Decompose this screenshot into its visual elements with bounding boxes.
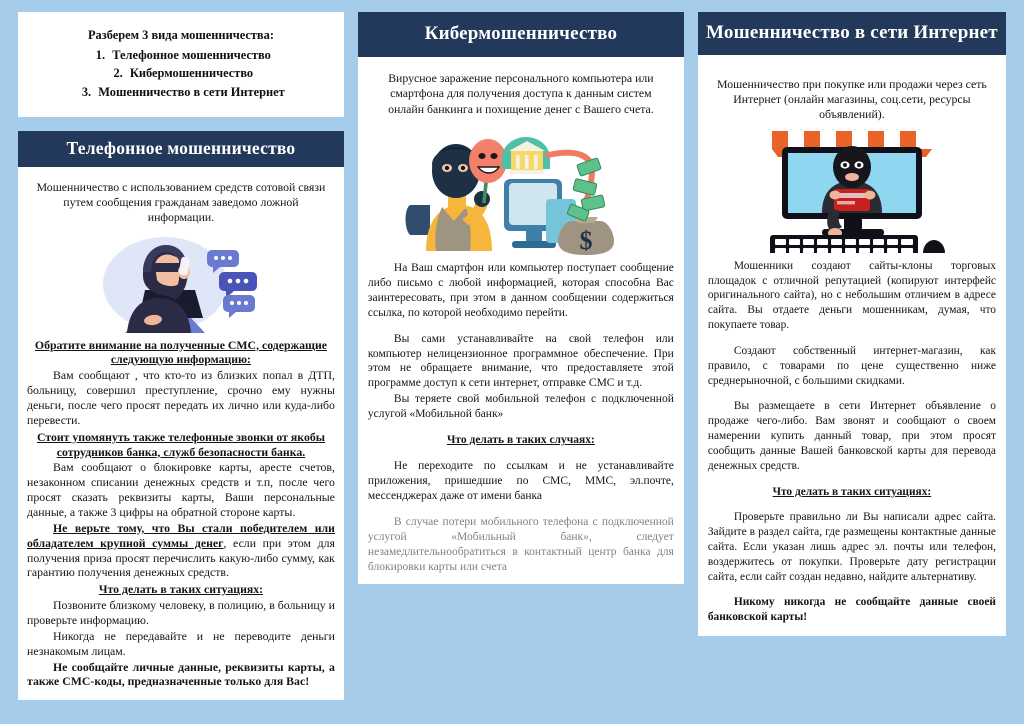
- intro-item-label: Мошенничество в сети Интернет: [98, 84, 285, 99]
- intro-list: [28, 46, 334, 102]
- cyber-fraud-para-lostphone: Вы теряете свой мобильной телефон с подключенной услугой «Мобильной банк»: [367, 393, 674, 421]
- phone-fraud-heading-whattodo: Что делать в таких ситуациях:: [98, 582, 264, 597]
- intro-box: [18, 12, 344, 117]
- intro-item-number: 1.: [95, 47, 106, 62]
- internet-fraud-body: [698, 259, 1006, 625]
- intro-item-number: 3.: [81, 84, 92, 99]
- internet-fraud-para-selling: Вы размещаете в сети Интернет объявление о продаже чего-либо. Вам звонят и сообщают о своем намерении купить данный товар, при этом просят сообщить данные Вашей банковской карты для перевода денежных средств.: [707, 400, 996, 472]
- phone-fraud-prize-emphasis: Не верьте тому, что Вы стали победителем или обладателем крупной суммы денег: [27, 520, 335, 550]
- panel-internet-fraud: [698, 55, 1006, 636]
- phone-fraud-para-cardblock: Вам сообщают о блокировке карты, аресте счетов, незаконном списании денежных средств и т.п, после чего просят сказать реквизиты карты, Ваши персональные данные, а также 3 цифры на обратной стороне карты.: [27, 460, 335, 519]
- cyber-fraud-para-nolinks: Не переходите по ссылкам и не устанавливайте приложения, пришедшие по СМС, ММС, эл.почте, мессенджерах даже от имени банка: [367, 460, 674, 503]
- intro-list-item: [28, 46, 334, 65]
- phone-fraud-para-nevertransfer: Никогда не передавайте и не переводите деньги незнакомым лицам.: [27, 628, 335, 658]
- masked-fraudster-computer-moneybag-illustration: [358, 125, 684, 257]
- phone-fraud-heading-sms: Обратите внимание на полученные СМС, содержащие следующую информацию:: [34, 337, 327, 367]
- phone-fraud-prize-rest: , если при этом для получения приза просят перечислить какую-либо сумму, как гарантию получения денежных средств.: [27, 535, 335, 580]
- column-cyber-fraud: [358, 0, 684, 724]
- internet-fraud-para-warning: Никому никогда не сообщайте данные своей банковской карты!: [707, 596, 996, 624]
- phone-fraud-para-relatives: Вам сообщают , что кто-то из близких попал в ДТП, больницу, совершил преступление, срочно ему нужны деньги, после чего просят передать их лично или куда-либо перевести.: [27, 368, 335, 427]
- online-shop-thief-monitor-illustration: [698, 131, 1006, 253]
- svg-text:$: $: [579, 225, 593, 255]
- cyber-fraud-heading-whattodo: Что делать в таких случаях:: [446, 434, 595, 447]
- cyber-fraud-para-contactcenter: В случае потери мобильного телефона с подключенной услугой «Мобильный банк», следует незамедлительнообратиться в контактный центр банка для блокировки карты или счета: [367, 515, 674, 573]
- intro-item-number: 2.: [113, 66, 123, 81]
- internet-fraud-para-ownshop: Создают собственный интернет-магазин, как правило, с товарами по цене существенно ниже среднерыночной, с большими скидками.: [707, 344, 996, 387]
- phone-fraud-para-warning: Не сообщайте личные данные, реквизиты карты, а также СМС-коды, предназначенные только для Вас!: [27, 659, 335, 689]
- intro-lead: Разберем 3 вида мошенничества:: [87, 28, 274, 42]
- panel-phone-fraud: [18, 167, 344, 701]
- column-phone-fraud: [18, 0, 344, 724]
- phone-fraud-body: [18, 338, 344, 690]
- cyber-fraud-para-software: Вы сами устанавливайте на свой телефон или компьютер нелицензионное программное обеспечение. При этом не обращаете внимание, что предоставляете этой программе доступ к сети интернет, отправке СМС и т.д.: [367, 332, 674, 390]
- phone-fraud-para-prize: [27, 521, 335, 580]
- cyber-fraud-body: [358, 261, 684, 575]
- intro-item-label: Телефонное мошенничество: [112, 47, 271, 62]
- internet-fraud-lead: Мошенничество при покупке или продажи через сеть Интернет (онлайн магазины, соц.сети, ресурсы объявлений).: [717, 76, 987, 122]
- cyber-fraud-lead: Вирусное заражение персонального компьютера или смартфона для получения доступа к данным систем онлайн банкинга и похищение денег с Вашего счета.: [388, 70, 654, 116]
- hacker-phone-laptop-illustration: [18, 232, 344, 336]
- phone-fraud-para-call: Позвоните близкому человеку, в полицию, в больницу и проверьте информацию.: [27, 598, 335, 628]
- cyber-fraud-para-link: На Ваш смартфон или компьютер поступает сообщение либо письмо с любой информацией, которая способна Вас заинтересовать, при этом в данном сообщении содержиться ссылка, по которой необходимо перейти.: [367, 261, 674, 319]
- intro-list-item: [28, 83, 334, 102]
- phone-fraud-lead: Мошенничество с использованием средств сотовой связи путем сообщения гражданам заведомо ложной информации.: [36, 179, 326, 225]
- phone-fraud-heading-bankcalls: Стоит упомянуть также телефонные звонки от якобы сотрудников банка, служб безопасности банка.: [36, 429, 325, 459]
- intro-list-item: [28, 64, 334, 83]
- column-internet-fraud: [698, 0, 1006, 724]
- panel-cyber-fraud: [358, 57, 684, 584]
- internet-fraud-para-checkaddress: Проверьте правильно ли Вы написали адрес сайта. Зайдите в раздел сайта, где размещены контактные данные сайта. Если указан лишь адрес эл. почты или телефон, воздержитесь от покупки. Проверьте дату регистрации сайта, если сайт создан недавно, найдите альтернативу.: [707, 511, 996, 583]
- internet-fraud-para-clonesites: Мошенники создают сайты-клоны торговых площадок с отличной репутацией (копируют интерфейс оригинального сайта), но с небольшим отличием в адресе сайта. Вы отдаете деньги мошенникам, думая, что покупаете товар.: [707, 259, 996, 332]
- section-title-phone-fraud: Телефонное мошенничество: [18, 131, 344, 166]
- intro-item-label: Кибермошенничество: [129, 66, 254, 81]
- section-title-internet-fraud: Мошенничество в сети Интернет: [698, 12, 1006, 55]
- internet-fraud-heading-whattodo: Что делать в таких ситуациях:: [772, 485, 932, 498]
- section-title-cyber-fraud: Кибермошенничество: [358, 12, 684, 57]
